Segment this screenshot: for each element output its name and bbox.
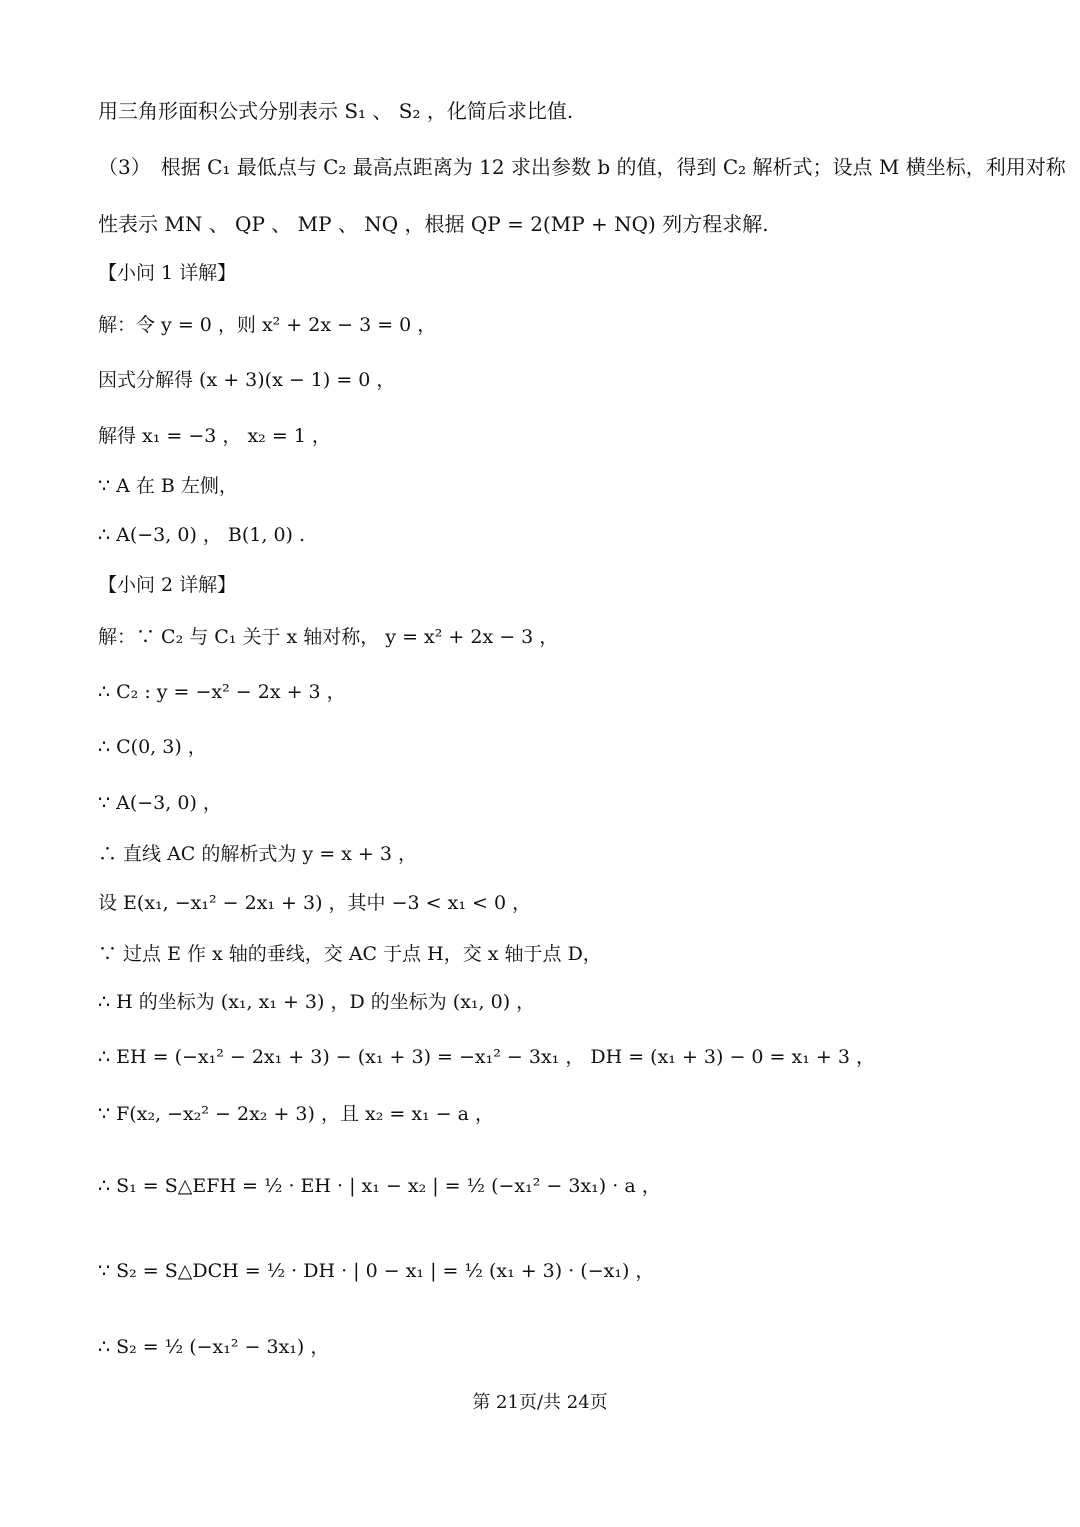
part1-line: 因式分解得 (x + 3)(x − 1) = 0 ， xyxy=(98,369,396,391)
part1-line: ∴ A(−3, 0) ， B(1, 0) . xyxy=(98,524,306,546)
part2-line: ∵ F(x₂, −x₂² − 2x₂ + 3) ，且 x₂ = x₁ − a ， xyxy=(98,1103,495,1125)
part2-line: ∴ C(0, 3) ， xyxy=(98,736,207,758)
intro-line-2: （3） 根据 C₁ 最低点与 C₂ 最高点距离为 12 求出参数 b 的值，得到 C₂ 解析式；设点 M 横坐标，利用对称 xyxy=(98,155,1066,179)
part2-line: ∴ H 的坐标为 (x₁, x₁ + 3) ，D 的坐标为 (x₁, 0) ， xyxy=(98,991,536,1013)
part2-line: ∵ A(−3, 0) ， xyxy=(98,792,222,814)
part2-heading: 【小问 2 详解】 xyxy=(98,574,237,596)
part2-line: ∴ C₂ : y = −x² − 2x + 3 ， xyxy=(98,681,346,703)
intro-line-3: 性表示 MN 、 QP 、 MP 、 NQ ，根据 QP = 2(MP + NQ) 列方程求解. xyxy=(98,212,769,236)
part2-line: 设 E(x₁, −x₁² − 2x₁ + 3) ，其中 −3 < x₁ < 0 ， xyxy=(98,892,532,914)
part2-line: ∵ S₂ = S△DCH = ½ · DH · | 0 − x₁ | = ½ (x₁ + 3) · (−x₁) ， xyxy=(98,1260,655,1282)
part2-line: 解：∵ C₂ 与 C₁ 关于 x 轴对称， y = x² + 2x − 3 ， xyxy=(98,626,559,648)
part1-heading: 【小问 1 详解】 xyxy=(98,262,237,284)
part1-line: ∵ A 在 B 左侧， xyxy=(98,475,238,497)
part1-line: 解得 x₁ = −3 ， x₂ = 1 ， xyxy=(98,425,331,447)
part2-line: ∴ 直线 AC 的解析式为 y = x + 3 ， xyxy=(98,843,417,865)
part2-line: ∴ S₂ = ½ (−x₁² − 3x₁) ， xyxy=(98,1336,330,1358)
part2-line: ∴ EH = (−x₁² − 2x₁ + 3) − (x₁ + 3) = −x₁² − 3x₁ ， DH = (x₁ + 3) − 0 = x₁ + 3 ， xyxy=(98,1046,875,1068)
part2-line: ∴ S₁ = S△EFH = ½ · EH · | x₁ − x₂ | = ½ (−x₁² − 3x₁) · a ， xyxy=(98,1175,661,1197)
intro-line-1: 用三角形面积公式分别表示 S₁ 、 S₂ ，化简后求比值. xyxy=(98,99,574,123)
part1-line: 解：令 y = 0 ，则 x² + 2x − 3 = 0 ， xyxy=(98,314,437,336)
part2-line: ∵ 过点 E 作 x 轴的垂线，交 AC 于点 H，交 x 轴于点 D， xyxy=(98,943,602,965)
page-footer: 第 21页/共 24页 xyxy=(472,1392,608,1413)
